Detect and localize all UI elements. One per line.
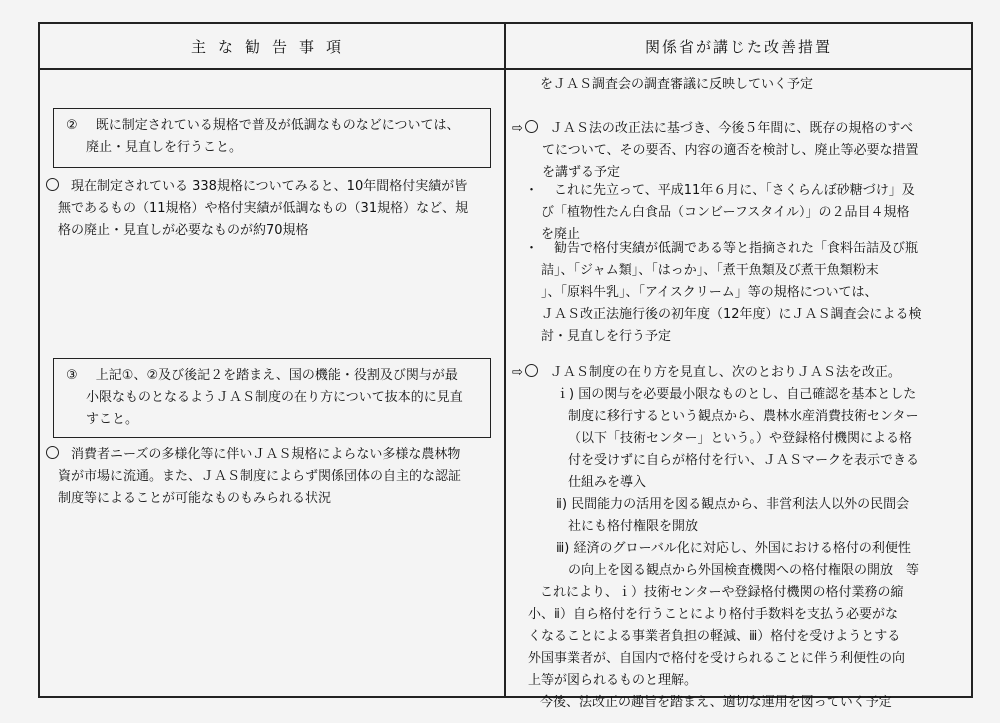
measure-lead: ＪＡＳ制度の在り方を見直し、次のとおりＪＡＳ法を改正。 bbox=[549, 365, 901, 380]
closing-line: 今後、法改正の趣旨を踏まえ、適切な運用を図っていく予定 bbox=[540, 695, 892, 710]
measure-effect bbox=[512, 582, 919, 692]
measure-1 bbox=[512, 118, 918, 184]
measure-line: を講ずる予定 bbox=[542, 165, 621, 180]
circle-bullet-icon bbox=[525, 364, 538, 377]
bullet-line: 詰」、「ジャム類」、「はっか」、「煮干魚類及び煮干魚類粉末 bbox=[541, 263, 879, 278]
finding-note-2 bbox=[46, 444, 461, 510]
measure-line: てについて、その要否、内容の適否を検討し、廃止等必要な措置 bbox=[542, 143, 919, 158]
bullet-line: 」、「原料牛乳」、「アイスクリーム」等の規格については、 bbox=[541, 285, 878, 300]
item-line: 付を受けずに自らが格付を行い、ＪＡＳマークを表示できる bbox=[568, 453, 920, 468]
measure-item-2 bbox=[512, 494, 919, 538]
effect-line: 小、ⅱ）自ら格付を行うことにより格付手数料を支払う必要がな bbox=[528, 607, 898, 622]
item-line: （以下「技術センター」という。）や登録格付機関による格 bbox=[568, 431, 912, 446]
bullet-line: 勧告で格付実績が低調である等と指摘された「食料缶詰及び瓶 bbox=[554, 241, 919, 256]
effect-line: くなることによる事業者負担の軽減、ⅲ）格付を受けようとする bbox=[528, 629, 901, 644]
header-improvement-measures: 関係省が講じた改善措置 bbox=[644, 38, 832, 56]
finding-note-1 bbox=[46, 176, 468, 242]
dot-bullet-icon: ・ bbox=[525, 241, 539, 256]
item-line: 社にも格付権限を開放 bbox=[568, 519, 699, 534]
bullet-line: び「植物性たん白食品（コンビーフスタイル）」の２品目４規格 bbox=[541, 205, 910, 220]
bullet-abolition bbox=[525, 180, 915, 246]
measure-item-1 bbox=[512, 384, 919, 494]
dot-bullet-icon: ・ bbox=[525, 183, 539, 198]
circle-bullet-icon bbox=[46, 446, 59, 459]
measure-2 bbox=[512, 362, 919, 714]
note-line: 無であるもの（11規格）や格付実績が低調なもの（31規格）など、規 bbox=[58, 201, 469, 216]
box-line: 上記①、②及び後記２を踏まえ、国の機能・役割及び関与が最 bbox=[95, 368, 458, 383]
item-label: ⅲ) bbox=[556, 541, 570, 556]
item-line: 仕組みを導入 bbox=[568, 475, 647, 490]
recommendation-label-3: ③ bbox=[66, 368, 78, 383]
item-label: ｉ) bbox=[556, 387, 575, 402]
note-line: 格の廃止・見直しが必要なものが約70規格 bbox=[58, 223, 309, 238]
measure-line: ＪＡＳ法の改正法に基づき、今後５年間に、既存の規格のすべ bbox=[549, 121, 914, 136]
effect-line: 上等が図られるものと理解。 bbox=[528, 673, 698, 688]
note-line: 消費者ニーズの多様化等に伴いＪＡＳ規格によらない多様な農林物 bbox=[71, 447, 461, 462]
note-line: 現在制定されている 338規格についてみると、10年間格付実績が皆 bbox=[71, 179, 468, 194]
box-line: すこと。 bbox=[86, 412, 139, 427]
bullet-line: これに先立って、平成11年６月に、「さくらんぼ砂糖づけ」及 bbox=[554, 183, 915, 198]
note-line: 制度等によることが可能なものもみられる状況 bbox=[58, 491, 332, 506]
bullet-line: ＪＡＳ改正法施行後の初年度（12年度）にＪＡＳ調査会による検 bbox=[541, 307, 922, 322]
measure-item-3 bbox=[512, 538, 919, 582]
item-line: 国の関与を必要最小限なものとし、自己確認を基本とした bbox=[578, 387, 917, 402]
carryover-line: をＪＡＳ調査会の調査審議に反映していく予定 bbox=[540, 77, 814, 92]
note-line: 資が市場に流通。また、ＪＡＳ制度によらず関係団体の自主的な認証 bbox=[58, 469, 462, 484]
effect-line: 外国事業者が、自国内で格付を受けられることに伴う利便性の向 bbox=[528, 651, 906, 666]
box-line: 既に制定されている規格で普及が低調なものなどについては、 bbox=[95, 118, 460, 133]
recommendation-label-2: ② bbox=[66, 118, 78, 133]
recommendation-box-3 bbox=[53, 358, 491, 438]
bullet-line: 討・見直しを行う予定 bbox=[541, 329, 672, 344]
circle-bullet-icon bbox=[525, 120, 538, 133]
circle-bullet-icon bbox=[46, 178, 59, 191]
header-recommendations: 主な勧告事項 bbox=[190, 38, 353, 56]
bullet-line: を廃止 bbox=[541, 227, 581, 242]
arrow-right-icon: ⇨ bbox=[512, 365, 523, 380]
bullet-review bbox=[525, 238, 922, 348]
column-divider bbox=[504, 24, 506, 696]
item-line: 経済のグローバル化に対応し、外国における格付の利便性 bbox=[573, 541, 911, 556]
effect-line: これにより、ｉ）技術センターや登録格付機関の格付業務の縮 bbox=[540, 585, 904, 600]
box-line: 小限なものとなるようＪＡＳ制度の在り方について抜本的に見直 bbox=[86, 390, 463, 405]
recommendation-box-2 bbox=[53, 108, 491, 168]
item-line: の向上を図る観点から外国検査機関への格付権限の開放 等 bbox=[568, 563, 920, 578]
item-line: 民間能力の活用を図る観点から、非営利法人以外の民間会 bbox=[571, 497, 910, 512]
item-line: 制度に移行するという観点から、農林水産消費技術センター bbox=[568, 409, 919, 424]
item-label: ⅱ) bbox=[556, 497, 568, 512]
arrow-right-icon: ⇨ bbox=[512, 121, 523, 136]
box-line: 廃止・見直しを行うこと。 bbox=[86, 140, 243, 155]
